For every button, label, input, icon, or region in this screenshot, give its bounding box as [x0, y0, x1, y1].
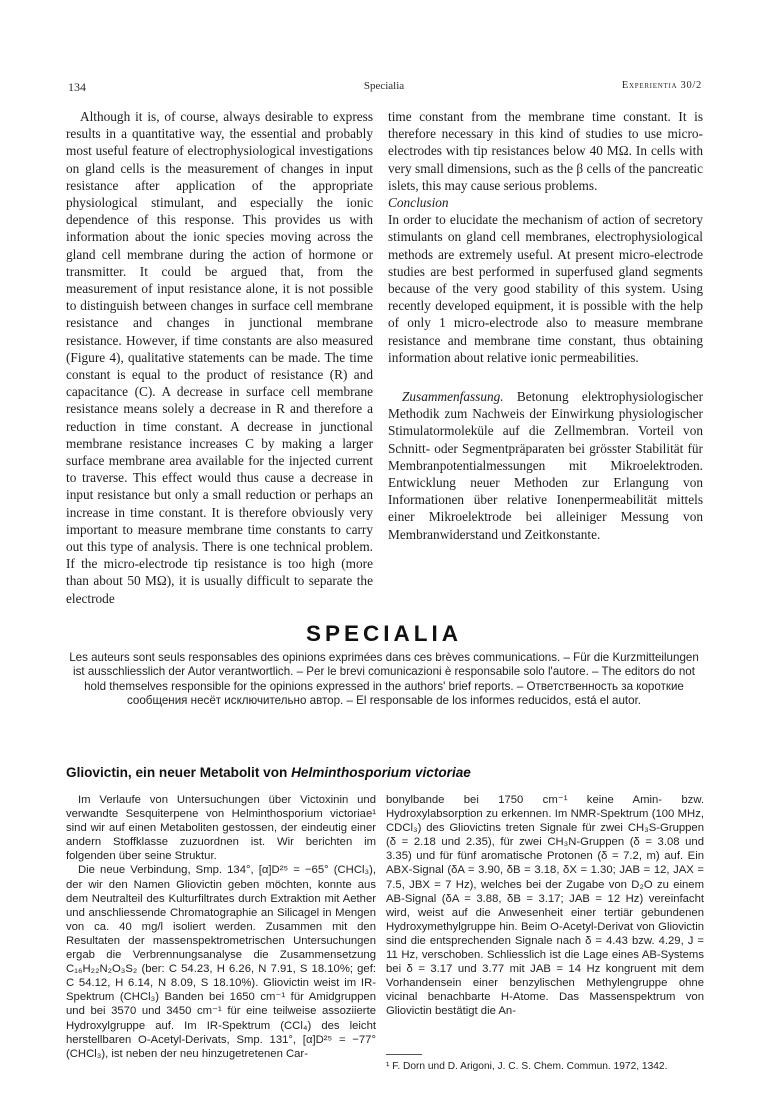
body-paragraph: Although it is, of course, always desirable to express results in a quantitative way, the essential and probably most useful feature of electrophysiological investigations on gland cells is the measurement of changes in input resistance after application of the appropriate physiological stimulant, and especially the ionic dependence of this response. This provides us with information about the ionic species moving across the gland cell membrane during the action of hormone or transmitter. It could be argued that, from the measurement of input resistance alone, it is not possible to distinguish between changes in surface cell membrane resistance and changes in junctional membrane resistance. However, if time constants are also measured (Figure 4), qualitative statements can be made. The time constant is equal to the product of resistance (R) and capacitance (C). A decrease in surface cell membrane resistance means solely a decrease in R and therefore a reduction in time constant. A decrease in junctional membrane resistance increases C by making a larger surface membrane area available for the injected current to traverse. This effect would thus cause a decrease in input resistance but only a small reduction or perhaps an increase in time constant. It is therefore obviously very important to measure membrane time constants to carry out this type of analysis. There is one technical problem. If the micro-electrode tip resistance is too high (more than about 50 MΩ), it is usually difficult to separate the electrode: [66, 109, 373, 606]
article-title-species: Helminthosporium victoriae: [291, 765, 471, 780]
article-right-column: [386, 793, 704, 1019]
right-text-column: [388, 108, 703, 543]
article-left-column: [66, 793, 376, 1061]
running-section-title: Specialia: [363, 80, 405, 92]
conclusion-heading: Conclusion: [388, 195, 449, 211]
article-title-text: Gliovictin, ein neuer Metabolit von: [66, 765, 292, 780]
body-paragraph-continued: time constant from the membrane time constant. It is therefore necessary in this kind of studies to use micro-electrodes with tip resistances below 40 MΩ. In cells with very small dimensions, such as the β cells of the pancreatic islets, this may cause serious problems.: [388, 109, 703, 193]
zusammenfassung-paragraph: [388, 388, 703, 543]
left-text-column: [66, 108, 373, 607]
specialia-responsibility-notice: Les auteurs sont seuls responsables des opinions exprimées dans ces brèves communications. – Für die Kurzmitteilungen ist ausschliesslich der Autor verantwortlich. – Per le brevi comunicazioni è responsabile solo l'autore. – The editors do not hold themselves responsible for the opinions expressed in the authors' brief reports. – Ответственность за короткие сообщения несёт исключительно автор. – El responsable de los informes reducidos, está el autor.: [69, 651, 699, 708]
footnote: ¹ F. Dorn und D. Arigoni, J. C. S. Chem. Commun. 1972, 1342.: [386, 1061, 668, 1072]
zusammenfassung-label: Zusammenfassung.: [402, 389, 504, 405]
article-paragraph-results: Die neue Verbindung, Smp. 134°, [α]D²⁵ = −65° (CHCl₃), der wir den Namen Gliovictin geben möchten, konnte aus dem Neutralteil des Kulturfiltrates durch Extraktion mit Aether und anschliessende Chromatographie an Silicagel in Mengen von ca. 40 mg/l isoliert werden. Zusammen mit den Resultaten der massenspektrometrischen Untersuchungen ergab die Verbrennungsanalyse die Zusammensetzung C₁₆H₂₂N₂O₃S₂ (ber: C 54.23, H 6.26, N 7.91, S 18.10%; gef: C 54.12, H 6.14, N 8.09, S 18.10%). Gliovictin weist im IR-Spektrum (CHCl₃) Banden bei 1650 cm⁻¹ für Amidgruppen und bei 3570 und 3450 cm⁻¹ für eine teilweise assoziierte Hydroxylgruppe auf. Im IR-Spektrum (CCl₄) des leicht herstellbaren O-Acetyl-Derivats, Smp. 131°, [α]D²⁵ = −77° (CHCl₃), ist neben der neu hinzugetretenen Car-: [66, 864, 376, 1060]
article-title: [66, 765, 471, 780]
article-paragraph-nmr: bonylbande bei 1750 cm⁻¹ keine Amin- bzw. Hydroxylabsorption zu erkennen. Im NMR-Spektrum (100 MHz, CDCl₃) des Gliovictins treten Signale für zwei CH₃S-Gruppen (δ = 2.18 und 2.35), für zwei CH₃N-Gruppen (δ = 3.08 und 3.35) und für fünf aromatische Protonen (δ = 7.2, m) auf. Ein ABX-Signal (δA = 3.90, δB = 3.18, δX = 1.30; JAB = 12, JAX = 7.5, JBX = 7 Hz), welches bei der Zugabe von D₂O zu einem AB-Signal (δA = 3.88, δB = 3.17; JAB = 12 Hz) vereinfacht wird, weist auf die Anwesenheit einer tertiär gebundenen Hydroxymethylgruppe hin. Beim O-Acetyl-Derivat von Gliovictin sind die entsprechenden Signale nach δ = 4.43 bzw. 4.29, J = 11 Hz, verschoben. Schliesslich ist die Lage eines AB-Systems bei δ = 3.17 und 3.77 mit JAB = 14 Hz kongruent mit dem Vorhandensein einer benzylischen Methylengruppe ohne vicinal benachbarte H-Atome. Das Massenspektrum von Gliovictin bestätigt die An-: [386, 794, 704, 1018]
footnote-divider: [386, 1054, 422, 1055]
conclusion-paragraph: In order to elucidate the mechanism of action of secretory stimulants on gland cell membranes, electrophysiological methods are extremely useful. At present micro-electrode studies are best performed in superfused gland segments because of the very good stability of this system. Using recently developed equipment, it is possible with the help of only 1 micro-electrode also to measure membrane resistance and membrane time constant, thus obtaining information about relative ionic permeabilities.: [388, 212, 703, 365]
zusammenfassung-text: Betonung elektrophysiologischer Methodik zum Nachweis der Einwirkung physiologischer Stimulatormoleküle auf die Zellmembran. Vorteil von Schnitt- oder Segmentpräparaten bei grösster Stabilität für Membranpotentialmessungen mit Mikroelektroden. Entwicklung neuer Methoden zur Erlangung von Informationen über relative Ionenpermeabilität mittels einer Mikroelektrode bei alleiniger Messung von Membranwiderstand und Zeitkonstante.: [388, 389, 704, 542]
article-paragraph-intro: Im Verlaufe von Untersuchungen über Victoxinin und verwandte Sesquiterpene von Helminthosporium victoriae¹ sind wir auf einen Metaboliten gestossen, der eindeutig einer andern Stoffklasse zuzuordnen ist. Wir berichten im folgenden über seine Struktur.: [66, 794, 376, 863]
journal-issue: Experientia 30/2: [621, 80, 702, 91]
page-number: 134: [68, 80, 86, 94]
specialia-title: SPECIALIA: [305, 621, 462, 646]
